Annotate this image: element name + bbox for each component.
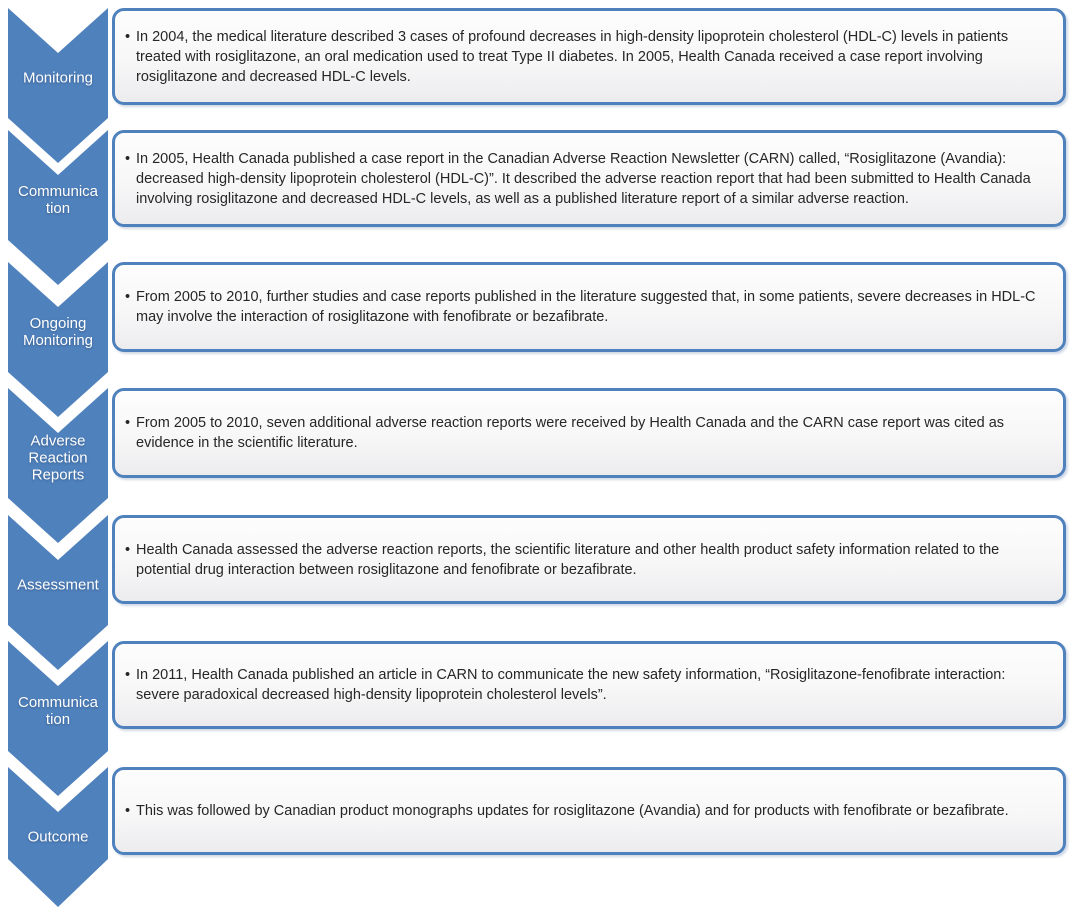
bullet-marker: • bbox=[125, 415, 131, 431]
step-text: In 2004, the medical literature described 3 cases of profound decreases in high-density lipoprotein cholesterol (HDL-C) levels in patients treated with rosiglitazone, an oral medication used to treat Type II diabetes. In 2005, Health Canada received a case report involving rosiglitazone and decreased HDL-C levels. bbox=[136, 28, 1009, 85]
step-text: This was followed by Canadian product monographs updates for rosiglitazone (Avandia) and for products with fenofibrate or bezafibrate. bbox=[136, 803, 1009, 819]
step-label: Monitoring bbox=[22, 69, 94, 87]
bullet-marker: • bbox=[125, 28, 131, 45]
bullet-marker: • bbox=[125, 803, 131, 819]
step-text: From 2005 to 2010, further studies and case reports published in the literature suggested that, in some patients, severe decreases in HDL-C may involve the interaction of rosiglitazone with fenofibrate or bezafibrate. bbox=[136, 289, 1036, 325]
step-text: From 2005 to 2010, seven additional adverse reaction reports were received by Health Canada and the CARN case report was cited as evidence in the scientific literature. bbox=[136, 415, 1005, 451]
step-text-box bbox=[112, 641, 1066, 729]
bullet-marker: • bbox=[125, 289, 131, 305]
bullet-item bbox=[115, 536, 1063, 584]
bullet-item bbox=[115, 797, 1025, 825]
step-text-box bbox=[112, 388, 1066, 478]
step-text-box bbox=[112, 767, 1066, 855]
bullet-marker: • bbox=[125, 667, 131, 683]
step-label: Ongoing Monitoring bbox=[22, 315, 94, 349]
bullet-marker: • bbox=[125, 541, 131, 558]
step-label: Communication bbox=[17, 694, 99, 728]
bullet-item bbox=[115, 409, 1063, 457]
step-label: Assessment bbox=[17, 576, 99, 594]
bullet-marker: • bbox=[125, 150, 131, 167]
step-text-box bbox=[112, 8, 1066, 105]
bullet-item bbox=[115, 145, 1063, 213]
step-label: Adverse Reaction Reports bbox=[28, 432, 88, 484]
bullet-item bbox=[115, 283, 1063, 331]
step-text-box bbox=[112, 515, 1066, 604]
step-text: In 2005, Health Canada published a case report in the Canadian Adverse Reaction Newsletter (CARN) called, “Rosiglitazone (Avandia): decreased high-density lipoprotein cholesterol (HDL-C)”. It described the adverse reaction report that had been submitted to Health Canada involving rosiglitazone and decreased HDL-C levels, as well as a published literature report of a similar adverse reaction. bbox=[136, 150, 1031, 207]
step-label: Communication bbox=[17, 183, 99, 217]
step-text: Health Canada assessed the adverse reaction reports, the scientific literature and other health product safety information related to the potential drug interaction between rosiglitazone and fenofibrate or bezafibrate. bbox=[136, 541, 1000, 578]
bullet-item bbox=[115, 23, 1063, 91]
step-row-outcome bbox=[0, 767, 1074, 914]
step-text: In 2011, Health Canada published an article in CARN to communicate the new safety information, “Rosiglitazone-fenofibrate interaction: severe paradoxical decreased high-density lipoprotein cholesterol levels”. bbox=[136, 667, 1006, 703]
step-text-box bbox=[112, 130, 1066, 227]
step-label: Outcome bbox=[27, 828, 89, 846]
bullet-item bbox=[115, 661, 1063, 709]
step-text-box bbox=[112, 262, 1066, 352]
